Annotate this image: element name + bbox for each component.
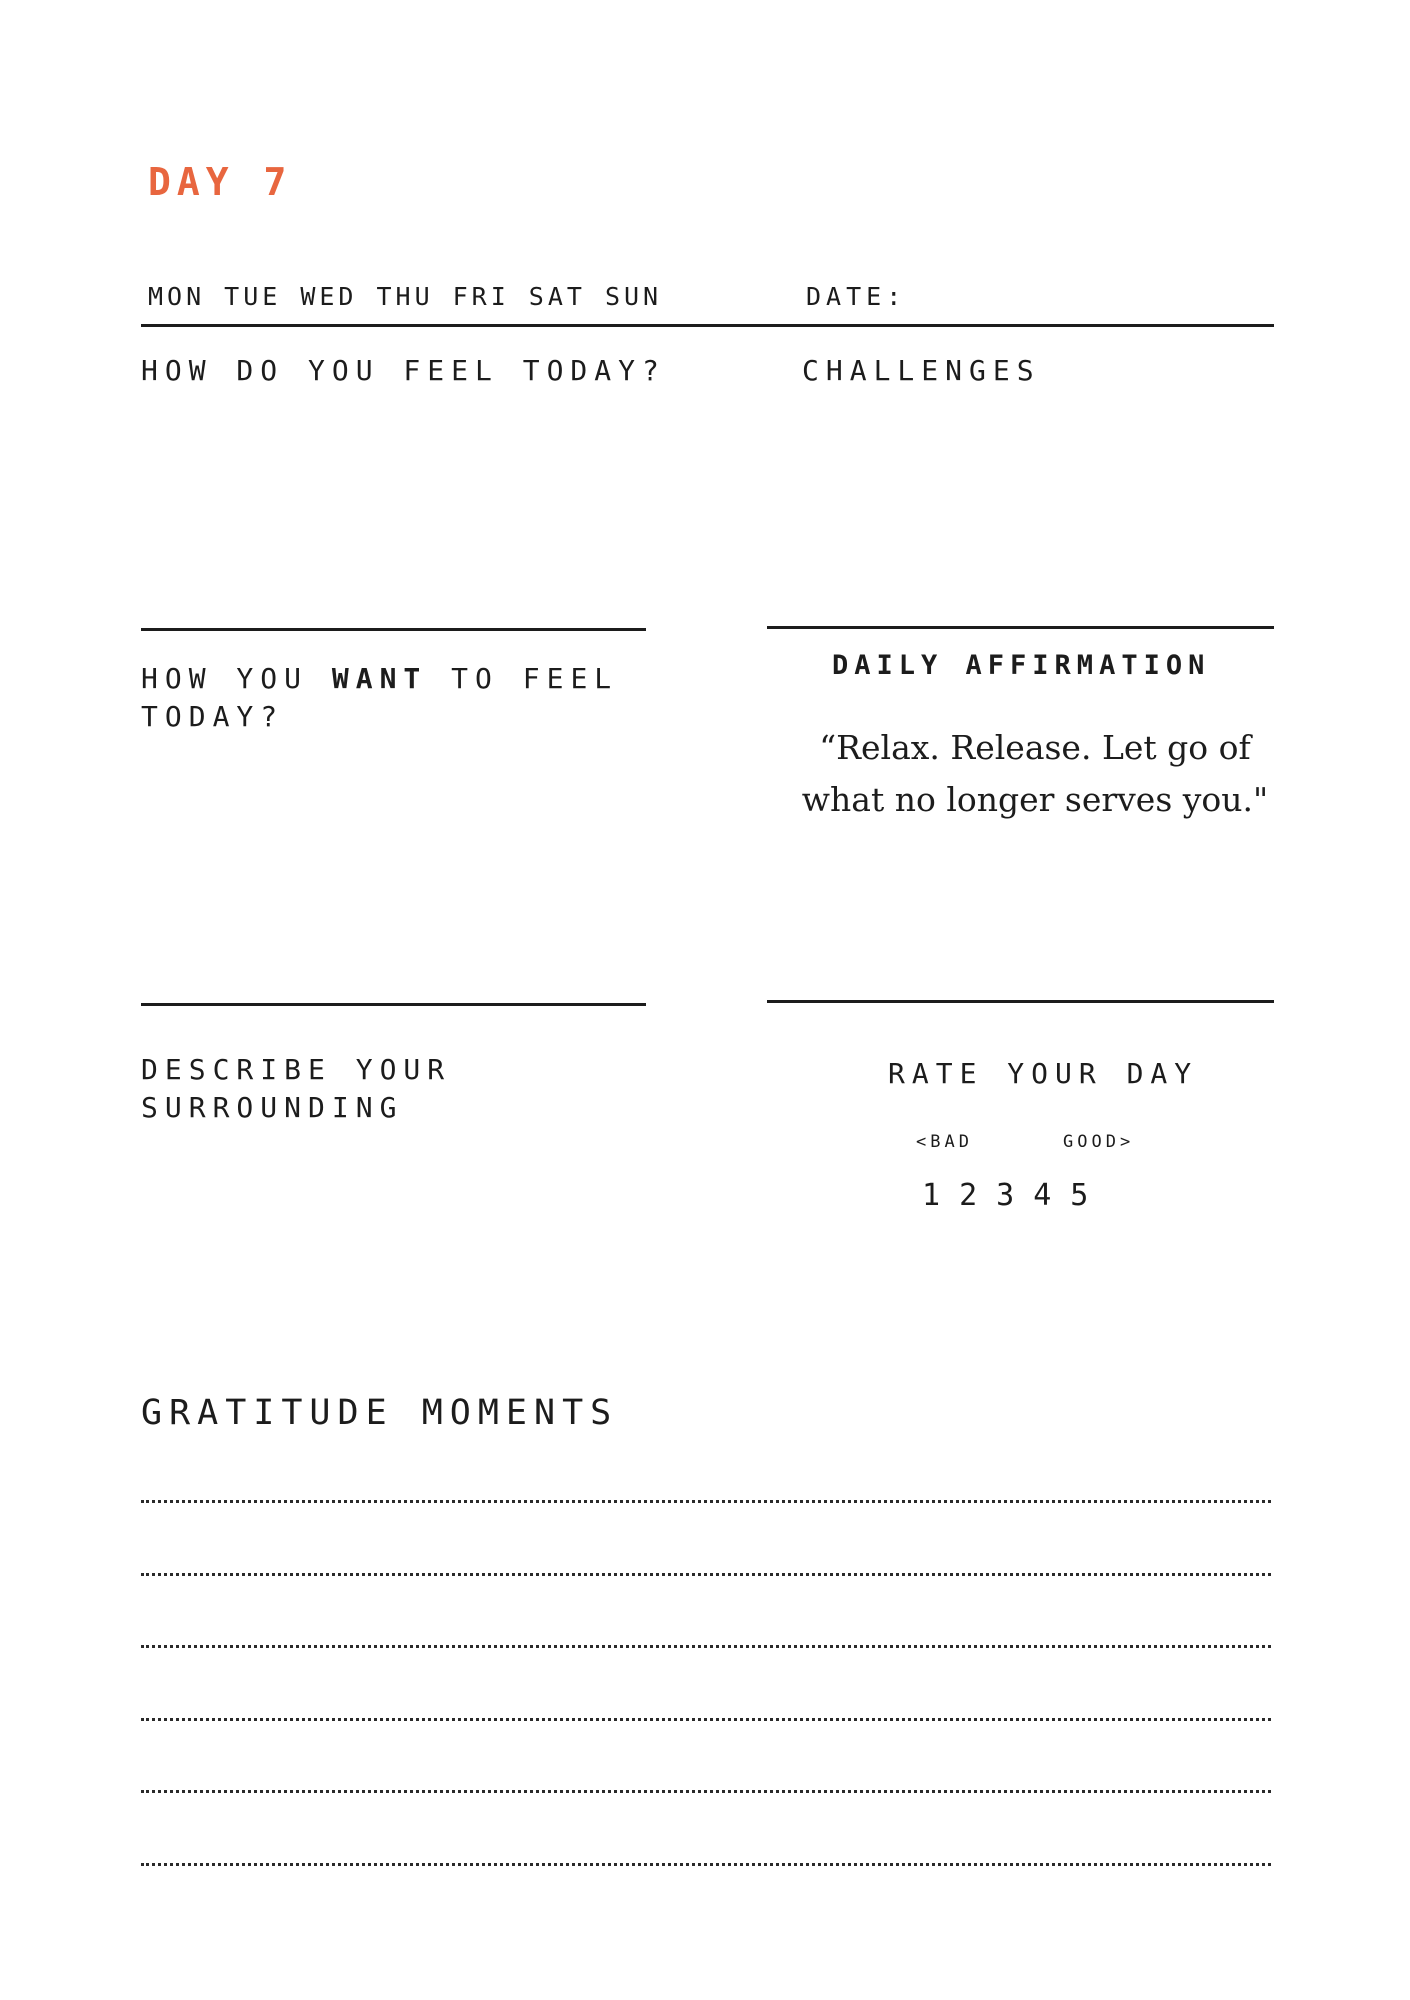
affirmation-divider — [767, 1000, 1274, 1003]
affirmation-title: DAILY AFFIRMATION — [832, 650, 1211, 681]
rating-option-5[interactable]: 5 — [1070, 1178, 1089, 1213]
header-divider — [141, 324, 1274, 327]
day-title: DAY 7 — [148, 160, 293, 204]
feel-today-divider — [141, 628, 646, 631]
weekday-thu[interactable]: THU — [376, 282, 434, 311]
weekday-selector — [148, 282, 662, 311]
challenges-label: CHALLENGES — [802, 354, 1041, 387]
rating-option-4[interactable]: 4 — [1033, 1178, 1052, 1213]
weekday-wed[interactable]: WED — [300, 282, 358, 311]
gratitude-line-3[interactable] — [141, 1645, 1271, 1648]
challenges-divider — [767, 626, 1274, 629]
weekday-sun[interactable]: SUN — [604, 282, 663, 311]
want-feel-label — [141, 660, 618, 736]
want-feel-text-pre: HOW YOU — [141, 662, 332, 695]
rate-good-label: GOOD> — [1063, 1132, 1135, 1152]
gratitude-line-6[interactable] — [141, 1863, 1271, 1866]
rating-scale — [922, 1178, 1088, 1213]
surrounding-text-line1: DESCRIBE YOUR — [141, 1053, 452, 1086]
want-feel-text-bold: WANT — [331, 662, 428, 695]
weekday-sat[interactable]: SAT — [528, 282, 586, 311]
surrounding-text-line2: SURROUNDING — [141, 1091, 404, 1124]
affirmation-quote: “Relax. Release. Let go of what no longer serves you." — [801, 728, 1269, 819]
date-label: DATE: — [806, 282, 907, 311]
weekday-tue[interactable]: TUE — [224, 282, 282, 311]
gratitude-line-4[interactable] — [141, 1718, 1271, 1721]
rating-option-1[interactable]: 1 — [922, 1178, 941, 1213]
gratitude-line-1[interactable] — [141, 1500, 1271, 1503]
feel-today-label: HOW DO YOU FEEL TODAY? — [141, 354, 666, 387]
gratitude-line-2[interactable] — [141, 1573, 1271, 1576]
want-feel-divider — [141, 1003, 646, 1006]
rating-option-2[interactable]: 2 — [959, 1178, 978, 1213]
gratitude-line-5[interactable] — [141, 1790, 1271, 1793]
rate-bad-label: <BAD — [916, 1132, 973, 1152]
weekday-mon[interactable]: MON — [148, 282, 206, 311]
surrounding-label — [141, 1051, 451, 1127]
want-feel-text-line2: TODAY? — [141, 700, 285, 733]
want-feel-text-post: TO FEEL — [427, 662, 619, 695]
gratitude-title: GRATITUDE MOMENTS — [141, 1393, 619, 1433]
weekday-fri[interactable]: FRI — [452, 282, 510, 311]
rating-option-3[interactable]: 3 — [996, 1178, 1015, 1213]
rate-day-title: RATE YOUR DAY — [888, 1057, 1199, 1090]
